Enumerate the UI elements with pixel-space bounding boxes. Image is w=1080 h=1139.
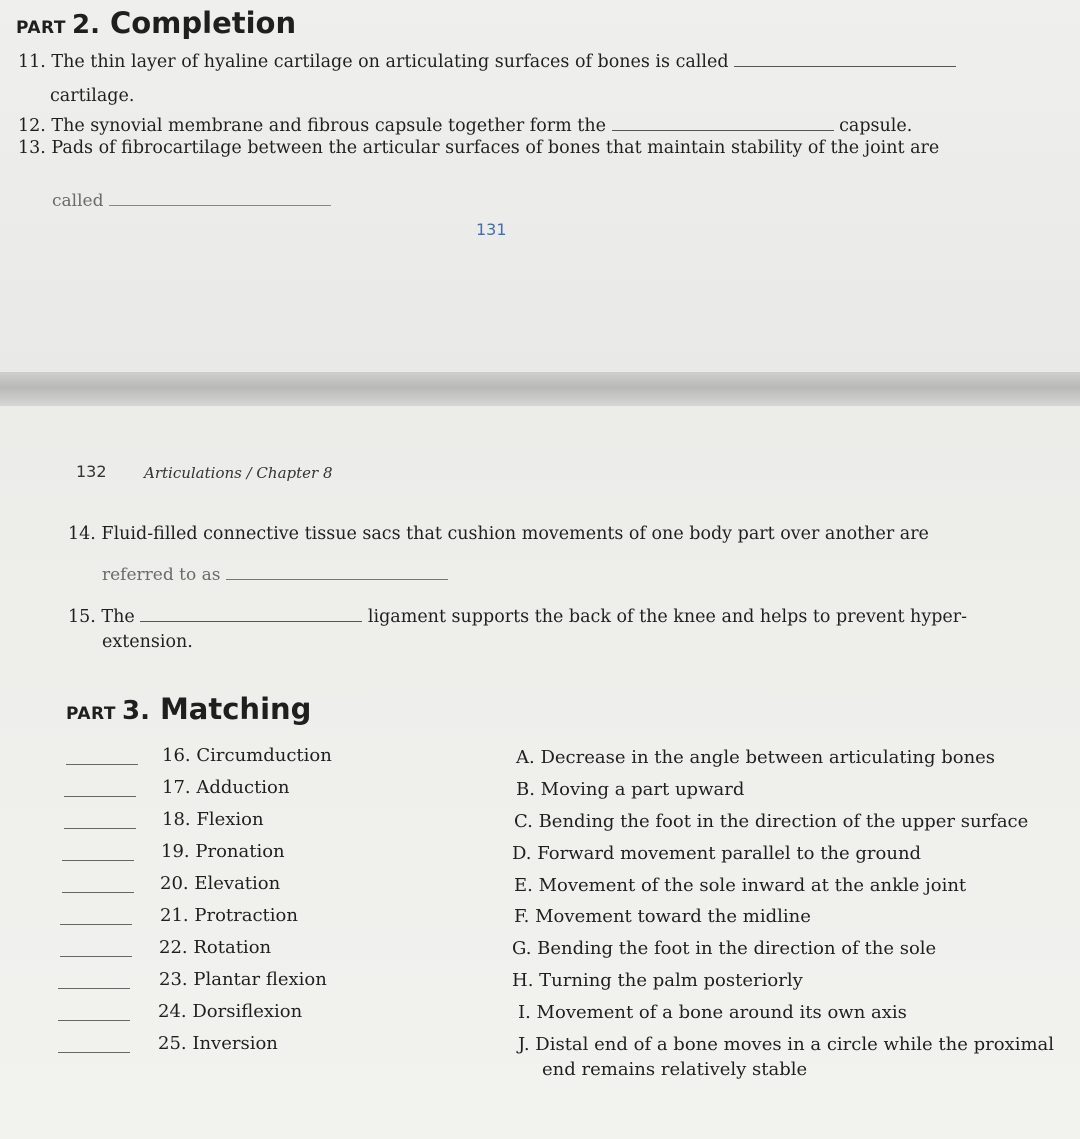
q13-continuation xyxy=(52,191,331,211)
page-number-131: 131 xyxy=(476,220,507,239)
q15-text: The xyxy=(101,607,135,627)
definition-e: E. Movement of the sole inward at the ankle joint xyxy=(514,875,967,896)
q12-answer-blank[interactable] xyxy=(612,116,834,131)
definition-f: F. Movement toward the midline xyxy=(514,906,811,927)
part3-title: Matching xyxy=(159,692,312,726)
q11-answer-blank[interactable] xyxy=(734,52,956,67)
part3-number: 3. xyxy=(121,696,150,726)
answer-blank-21[interactable] xyxy=(60,924,132,925)
q15-continuation: extension. xyxy=(102,632,193,652)
question-11 xyxy=(18,52,956,72)
answer-blank-17[interactable] xyxy=(64,796,136,797)
part2-label: PART xyxy=(16,18,66,38)
answer-blank-22[interactable] xyxy=(60,956,132,957)
chapter-header: Articulations / Chapter 8 xyxy=(144,464,333,482)
q12-text: The synovial membrane and fibrous capsule together form the xyxy=(51,116,606,136)
definition-b: B. Moving a part upward xyxy=(516,779,745,800)
term-17: 17. Adduction xyxy=(162,777,290,798)
definition-c: C. Bending the foot in the direction of the upper surface xyxy=(514,811,1029,832)
answer-blank-19[interactable] xyxy=(62,860,134,861)
page-132 xyxy=(0,406,1080,1139)
q13-answer-blank[interactable] xyxy=(109,191,331,206)
definition-h: H. Turning the palm posteriorly xyxy=(512,970,803,991)
definition-d: D. Forward movement parallel to the ground xyxy=(512,843,922,864)
q15-end: ligament supports the back of the knee and helps to prevent hyper- xyxy=(367,607,968,627)
term-16: 16. Circumduction xyxy=(162,745,332,766)
definition-j: J. Distal end of a bone moves in a circle while the proximal xyxy=(518,1034,1055,1055)
q11-text: The thin layer of hyaline cartilage on articulating surfaces of bones is called xyxy=(51,52,729,72)
part2-title: Completion xyxy=(109,6,297,40)
answer-blank-24[interactable] xyxy=(58,1020,130,1021)
answer-blank-25[interactable] xyxy=(58,1052,130,1053)
answer-blank-18[interactable] xyxy=(64,828,136,829)
q15-number: 15. xyxy=(68,607,96,627)
answer-blank-16[interactable] xyxy=(66,764,138,765)
term-22: 22. Rotation xyxy=(159,937,272,958)
answer-blank-23[interactable] xyxy=(58,988,130,989)
answer-blank-20[interactable] xyxy=(62,892,134,893)
q11-number: 11. xyxy=(18,52,46,72)
q14-continuation xyxy=(102,565,448,585)
question-12 xyxy=(18,116,912,136)
q13-cont-text: called xyxy=(52,191,104,211)
term-18: 18. Flexion xyxy=(162,809,264,830)
term-19: 19. Pronation xyxy=(161,841,285,862)
q13-text: Pads of fibrocartilage between the articular surfaces of bones that maintain stability of the joint are xyxy=(51,138,940,158)
q15-answer-blank[interactable] xyxy=(140,607,362,622)
part3-heading xyxy=(66,692,311,726)
term-23: 23. Plantar flexion xyxy=(159,969,327,990)
question-15 xyxy=(68,607,967,627)
definition-g: G. Bending the foot in the direction of the sole xyxy=(512,938,937,959)
term-25: 25. Inversion xyxy=(158,1033,278,1054)
q14-cont-text: referred to as xyxy=(102,565,221,585)
page-gutter xyxy=(0,372,1080,406)
definition-j-continuation: end remains relatively stable xyxy=(542,1059,808,1080)
term-24: 24. Dorsiflexion xyxy=(158,1001,303,1022)
term-20: 20. Elevation xyxy=(160,873,281,894)
part2-heading xyxy=(16,6,296,40)
part3-label: PART xyxy=(66,704,116,724)
definition-i: I. Movement of a bone around its own axis xyxy=(518,1002,907,1023)
term-21: 21. Protraction xyxy=(160,905,298,926)
q14-text: Fluid-filled connective tissue sacs that cushion movements of one body part over another are xyxy=(101,524,929,544)
q13-number: 13. xyxy=(18,138,46,158)
part2-number: 2. xyxy=(71,10,100,40)
page-number-132: 132 xyxy=(76,462,107,481)
definition-a: A. Decrease in the angle between articulating bones xyxy=(516,747,996,768)
q11-continuation: cartilage. xyxy=(50,86,135,106)
question-14 xyxy=(68,524,929,544)
q12-number: 12. xyxy=(18,116,46,136)
question-13 xyxy=(18,138,939,158)
q14-answer-blank[interactable] xyxy=(226,565,448,580)
q12-end: capsule. xyxy=(839,116,913,136)
q14-number: 14. xyxy=(68,524,96,544)
